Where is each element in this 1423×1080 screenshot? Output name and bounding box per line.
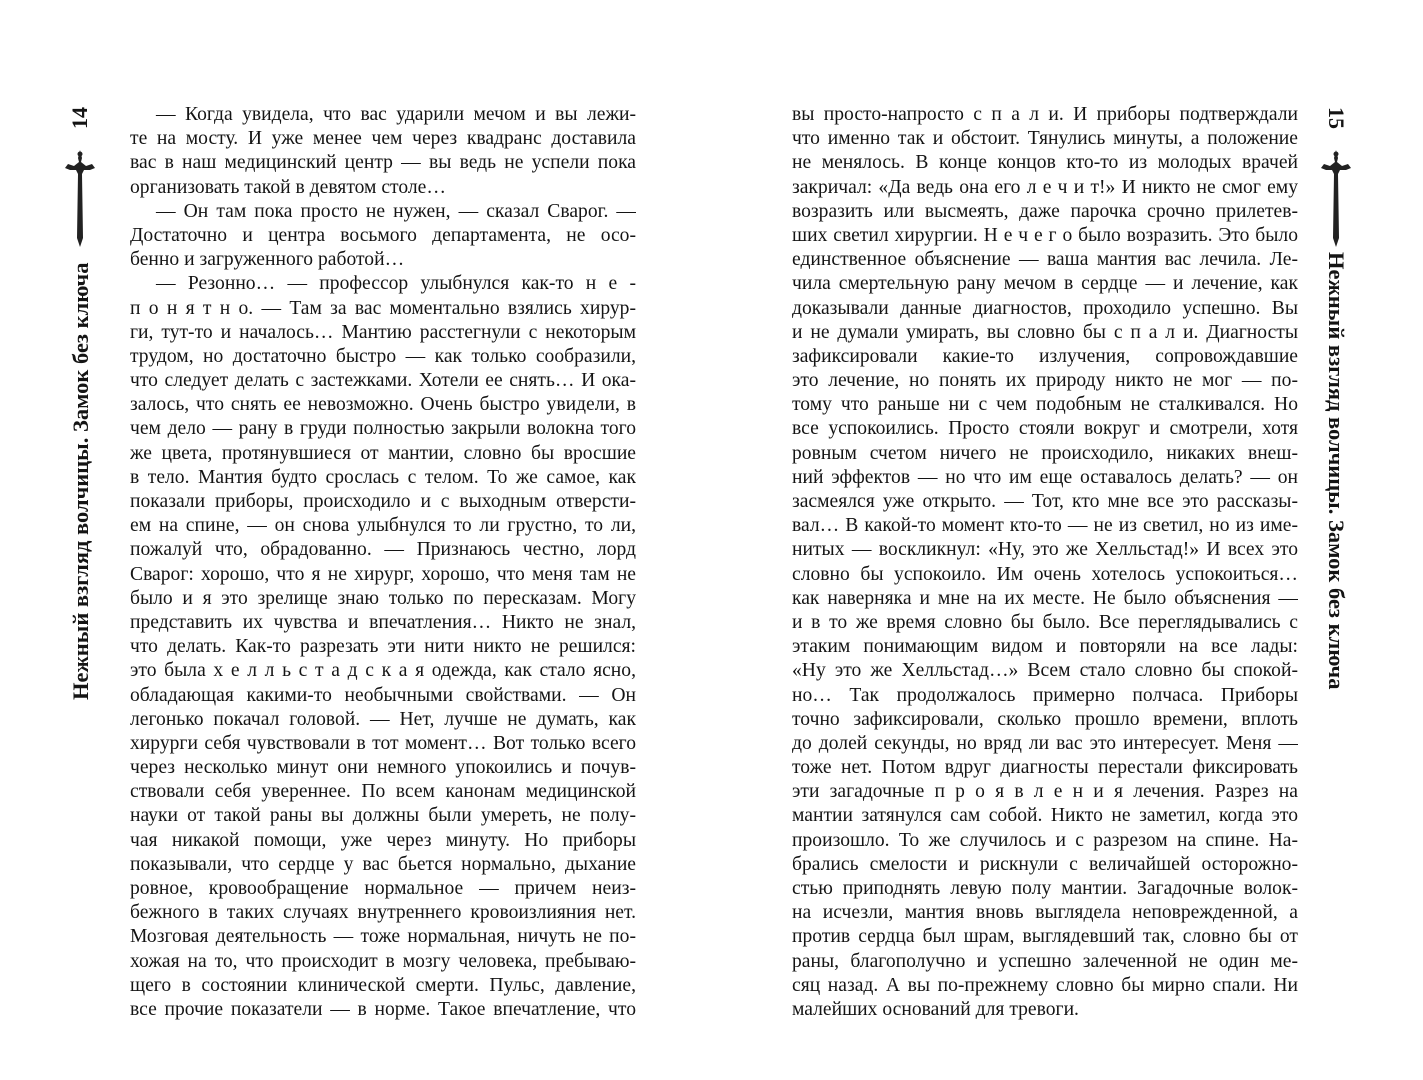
text-line: те на мосту. И уже менее чем через квадранс доставила [130,128,636,150]
text-line: ний эффектов — но что им еще оставалось делать? — он [792,466,1298,488]
text-line: ем на спине, — он снова улыбнулся то ли грустно, то ли, [130,515,636,537]
text-line: этаким понимающим видом и повторяли на все лады: [792,636,1298,658]
text-line: до долей секунды, но вряд ли вас это интересует. Меня — [792,732,1298,754]
text-line: словно бы успокоило. Им очень хотелось успокоиться… [792,563,1298,585]
text-line: ровным счетом ничего не происходило, никаких внеш- [792,442,1298,464]
text-line: ги, тут-то и началось… Мантию расстегнули с некоторым [130,321,636,343]
text-line: щего в состоянии клинической смерти. Пульс, давление, [130,974,636,996]
dagger-ornament-icon [62,148,98,248]
text-line: вал… В какой-то момент кто-то — не из светил, но из име- [792,515,1298,537]
text-line: через несколько минут они немного упокоились и почув- [130,757,636,779]
text-line: нитых — воскликнул: «Ну, это же Хелльстад!» И всех это [792,539,1298,561]
text-line: бенно и загруженного работой… [130,249,405,271]
text-line: единственное объяснение — ваша мантия вас лечила. Ле- [792,249,1298,271]
text-line: раны, благополучно и успешно залеченной не один ме- [792,950,1298,972]
text-line: и в то же время словно бы было. Все переглядывались с [792,611,1298,633]
text-line: эти загадочные п р о я в л е н и я лечения. Разрез на [792,781,1298,803]
page-number: 14 [67,107,92,129]
page-number: 15 [1324,107,1349,129]
text-line: все прочие показатели — в норме. Такое впечатление, что [130,998,636,1020]
text-line: засмеялся уже открыто. — Тот, кто мне все это рассказы- [792,491,1298,512]
text-line: — Когда увидела, что вас ударили мечом и вы лежи- [156,104,636,125]
left-page [0,0,711,1080]
text-line: возразить или высмеять, даже парочка срочно прилетев- [792,200,1298,222]
text-line: стью приподнять левую полу мантии. Загадочные волок- [792,878,1298,899]
text-line: залось, что снять ее невозможно. Очень быстро увидели, в [130,394,636,416]
text-line: брались смелости и рискнули с величайшей осторожно- [792,853,1298,875]
running-title: Нежный взгляд волчицы. Замок без ключа [68,262,93,700]
text-line: ствовали себя увереннее. По всем канонам медицинской [130,781,636,803]
text-line: Достаточно и центра восьмого департамента, не осо- [130,224,636,246]
text-line: показали приборы, происходило и с выходным отверсти- [130,491,636,512]
text-line: закричал: «Да ведь она его л е ч и т!» И никто не смог ему [792,176,1298,198]
text-line: вы просто-напросто с п а л и. И приборы подтверждали [792,104,1298,125]
right-page [711,0,1423,1080]
text-line: же цвета, протянувшиеся от мантии, словно бы вросшие [130,442,636,464]
text-line: все успокоились. Просто стояли вокруг и смотрели, хотя [792,418,1298,440]
text-line: Сварог: хорошо, что я не хирург, хорошо, что меня там не [130,563,636,585]
text-line: доказывали данные диагностов, проходило успешно. Вы [792,297,1298,319]
text-line: не менялось. В конце концов кто-то из молодых врачей [792,152,1298,174]
left-margin [60,0,100,1080]
right-page-text [792,103,1298,1022]
text-line: тоже нет. Потом вдруг диагносты перестали фиксировать [792,757,1298,779]
text-line: «Ну это же Хелльстад…» Всем стало словно бы спокой- [792,660,1298,682]
text-line: хирурги себя чувствовали в тот момент… Вот только всего [130,732,636,754]
text-line: организовать такой в девятом столе… [130,176,446,198]
text-line: сяц назад. А вы по-прежнему словно бы мирно спали. Ни [792,974,1298,996]
text-line: пожалуй что, обрадованно. — Признаюсь честно, лорд [130,539,636,561]
text-line: п о н я т н о. — Там за вас моментально взялись хирур- [130,297,636,319]
text-line: это была х е л л ь с т а д с к а я одежда, как стало ясно, [130,660,636,682]
text-line: и не думали умирать, вы словно бы с п а л и. Диагносты [792,321,1298,343]
text-line: тому что раньше ни с чем подобным не сталкивался. Но [792,394,1298,416]
dagger-ornament-icon [1318,148,1354,248]
text-line: чая никакой помощи, уже через минуту. Но приборы [130,829,636,851]
text-line: мантии затянулся сам собой. Никто не заметил, когда это [792,805,1298,827]
text-line: науки от такой раны вы должны были умереть, не полу- [130,805,636,827]
text-line: точно зафиксировали, сколько прошло времени, вплоть [792,708,1298,730]
text-line: малейших оснований для тревоги. [792,998,1079,1020]
text-line: бежного в таких случаях внутреннего кровоизлияния нет. [130,902,636,924]
text-line: зафиксировали какие-то излучения, сопровождавшие [792,345,1298,367]
text-line: против сердца был шрам, выглядевший так, словно бы от [792,926,1298,948]
text-line: что следует делать с застежками. Хотели ее снять… И ока- [130,370,636,392]
text-line: это лечение, но понять их природу никто не мог — по- [792,370,1298,392]
text-line: что именно так и обстоит. Тянулись минуты, а положение [792,128,1298,150]
right-margin [1316,0,1356,1080]
text-line: легонько покачал головой. — Нет, лучше не думать, как [130,708,636,730]
running-title: Нежный взгляд волчицы. Замок без ключа [1324,252,1349,690]
text-line: было и я это зрелище знаю только по пересказам. Могу [130,587,636,609]
left-page-text [130,103,636,1022]
text-line: произошло. То же случилось и с разрезом на спине. На- [792,829,1298,851]
text-line: вас в наш медицинский центр — вы ведь не успели пока [130,152,636,174]
text-line: — Он там пока просто не нужен, — сказал Сварог. — [156,200,636,222]
text-line: показывали, что сердце у вас бьется нормально, дыхание [130,853,636,875]
text-line: ровное, кровообращение нормальное — причем неиз- [130,878,636,899]
text-line: чила смертельную рану мечом в сердце — и лечение, как [792,273,1298,295]
text-line: что делать. Как-то разрезать эти нити никто не решился: [130,636,636,658]
text-line: — Резонно… — профессор улыбнулся как-то н е - [156,273,636,295]
text-line: в тело. Мантия будто срослась с телом. То же самое, как [130,466,636,488]
text-line: хожая на то, что происходит в мозгу человека, пребываю- [130,950,636,972]
text-line: но… Так продолжалось примерно полчаса. Приборы [792,684,1298,706]
text-line: трудом, но достаточно быстро — как только сообразили, [130,345,636,367]
text-line: как наверняка и мне на их месте. Не было объяснения — [792,587,1298,609]
text-line: чем дело — рану в груди полностью закрыли волокна того [130,418,636,440]
text-line: обладающая какими-то необычными свойствами. — Он [130,684,636,706]
text-line: на исчезли, мантия вновь выглядела неповрежденной, а [792,902,1298,924]
text-line: Мозговая деятельность — тоже нормальная, ничуть не по- [130,926,636,948]
text-line: ших светил хирургии. Н е ч е г о было возразить. Это было [792,224,1298,246]
text-line: представить их чувства и впечатления… Никто не знал, [130,611,636,633]
